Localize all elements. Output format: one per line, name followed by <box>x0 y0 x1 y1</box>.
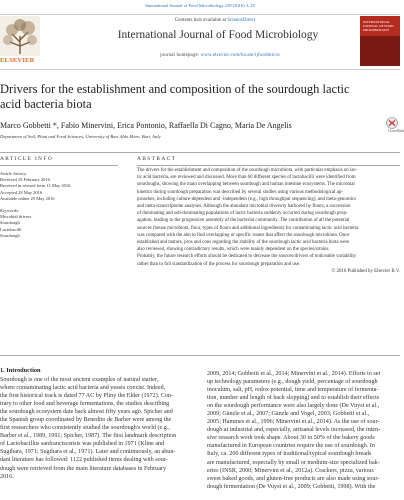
body-line: tion, number and length of back slopping) and to establish their effects <box>207 395 380 402</box>
elsevier-tree-icon <box>0 16 40 56</box>
body-line: dant literature has followed: 1122 published items dealing with sour- <box>0 457 168 464</box>
body-line: dough were retrieved from the main literature databases in February <box>0 465 166 472</box>
divider <box>0 355 400 356</box>
crossmark-label: CrossMark <box>388 129 404 133</box>
body-line: dough at industrial and, especially, artisanal levels increased, the inten- <box>207 427 381 434</box>
history-item: Accepted 28 May 2016 <box>0 189 43 195</box>
divider <box>0 152 400 153</box>
body-line: 2005; Hammes et al., 1996; Minervini et al., 2014). As the use of sour- <box>207 419 380 426</box>
keyword: Microbial drivers <box>0 214 32 220</box>
body-column-left <box>0 376 187 481</box>
homepage-prefix: journal homepage: <box>160 53 201 58</box>
body-line: 2016. <box>0 473 14 480</box>
body-line: of Lactobacillus sanfranciscensis was published in 1971 (Kline and <box>0 441 165 448</box>
body-line: are manufactured, especially by small or medium-size specialized bak- <box>207 459 380 466</box>
body-line: up technology parameters (e.g., dough yield, percentage of sourdough <box>207 379 378 386</box>
body-line: Sugihara, 1971; Sugihara et al., 1971). Later and continuously, an abun- <box>0 449 176 456</box>
body-column-right <box>207 370 400 491</box>
body-line: Barber et al., 1989, 1991; Spicher, 1987). The first landmark description <box>0 433 177 440</box>
journal-cover[interactable] <box>360 16 400 66</box>
keyword: Sourdough <box>0 232 20 238</box>
divider <box>0 165 118 166</box>
body-line: dough fermentation (De Vuyst et al., 2009; Gobbetti, 1998). With the <box>207 483 376 490</box>
introduction-heading: 1. Introduction <box>0 367 41 374</box>
article-info-panel <box>0 171 118 239</box>
body-line: the Spanish group coordinated by Benedito de Barber were among the <box>0 417 172 424</box>
author-list[interactable]: Marco Gobbetti *, Fabio Minervini, Erica Pontonio, Raffaella Di Cagno, Maria De Angelis <box>0 121 292 130</box>
abstract-heading: ABSTRACT <box>137 156 177 162</box>
abstract-line: rather than to full standardization of the process for sourdough preparation and use. <box>137 261 301 267</box>
abstract-body <box>137 167 400 275</box>
abstract-line: kinetics during sourdough preparation was described by several studies using various methodological ap- <box>137 189 343 195</box>
contents-prefix: Contents lists available at <box>174 18 228 23</box>
keyword: Sourdough <box>0 220 20 226</box>
body-line: where contaminating lactic acid bacteria and yeasts coexist. Indeed, <box>0 385 166 392</box>
body-line: manufactured in European countries require the use of sourdough. In <box>207 443 375 450</box>
abstract-line: sources (house microbiota, flour, types of flours and additional ingredients) for contaminating lactic acid bacteria <box>137 225 359 231</box>
cover-title: INTERNATIONAL JOURNAL OF FOOD MICROBIOLOGY <box>363 20 394 32</box>
history-item: Received in revised form 11 May 2016 <box>0 183 71 189</box>
sciencedirect-link[interactable]: ScienceDirect <box>227 18 256 23</box>
crossmark-icon <box>384 117 400 129</box>
article-info-heading: ARTICLE INFO <box>0 156 54 162</box>
abstract-line: agation, leading to the progressive assembly of the bacterial community. The contribution of all the potential <box>137 218 350 224</box>
journal-citation[interactable]: International Journal of Food Microbiology 239 (2016) 3–18 <box>145 3 255 8</box>
history-label: Article history: <box>0 171 28 176</box>
body-line: sive research work took shape. About 30 to 50% of the bakery goods <box>207 435 375 442</box>
body-line: Italy, ca. 200 different types of traditional/typical sourdough breads <box>207 451 372 458</box>
abstract-line: was compared with the aim to find overlapping or specific routes that affect the sourdough microbiota. Once <box>137 232 350 238</box>
body-line: 2009; Gänzle et al., 2007; Gänzle and Vogel, 2003; Gobbetti et al., <box>207 411 370 418</box>
body-line: eries (INSR, 2000; Minervini et al., 2012a). Crackers, pizza, various <box>207 467 374 474</box>
abstract-line: Probably, the future research efforts should be dedicated to decrease the sources/drivers of noticeable variability <box>137 254 357 260</box>
abstract-line: also reviewed, showing contradictory results, which were mainly dependent on the species/strains. <box>137 247 330 253</box>
body-line: first researchers who consistently studied the sourdough's world (e.g., <box>0 425 170 432</box>
abstract-line: and meta-transcriptome analyses. Although the abundant microbial diversity harbored by flours, a succession <box>137 204 351 210</box>
body-line: the first historical track is dated 77 AC by Pliny the Elder (1972). Con- <box>0 393 173 400</box>
article-title-line: Drivers for the establishment and composition of the sourdough lactic <box>0 82 350 96</box>
contents-availability <box>120 18 310 23</box>
body-line: the sourdough ecosystem date back almost fifty years ago. Spicher and <box>0 409 173 416</box>
body-line: sweet baked goods, and gluten-free products are also made using sour- <box>207 475 380 482</box>
cover-image <box>360 36 400 66</box>
abstract-line: sourdoughs, showing the main overlapping between sourdough and human intestine ecosystems. The microbial <box>137 182 355 188</box>
abstract-line: The drivers for the establishment and composition of the sourdough microbiota, with particular emphasis on lac- <box>137 168 358 173</box>
article-title <box>0 82 370 112</box>
keyword: Lactobacilli <box>0 226 22 232</box>
abstract-line: established and mature, pros and cons regarding the stability of the sourdough lactic acid bacteria biota were <box>137 240 350 246</box>
history-item: Available online 25 May 2016 <box>0 195 55 201</box>
publisher-name: ELSEVIER <box>0 57 35 64</box>
body-line: 2009, 2014; Gobbetti et al., 2014; Minervini et al., 2014). Efforts to set <box>207 371 381 377</box>
affiliation: Department of Soil, Plant and Food Sciences, University of Bari Aldo Moro, Bari, Italy <box>0 134 161 139</box>
journal-homepage <box>100 53 340 58</box>
divider <box>137 165 400 166</box>
journal-title: International Journal of Food Microbiology <box>117 29 319 41</box>
keywords-label: Keywords: <box>0 208 20 214</box>
copyright: © 2016 Published by Elsevier B.V. <box>331 268 400 274</box>
abstract-line: tic acid bacteria, are reviewed and discussed. More than 60 different species of lactobacilli were identified from <box>137 175 356 181</box>
article-title-line: acid bacteria biota <box>0 97 92 111</box>
abstract-line: of dominating and sub-dominating populations of lactic bacteria suddenly occurred during sourdough prop- <box>137 211 348 217</box>
crossmark-badge[interactable] <box>384 116 400 128</box>
body-line: trary to other food and beverage fermentations, the studies describing <box>0 401 170 408</box>
body-line: inoculum, salt, pH, redox potential, time and temperature of fermenta- <box>207 387 379 394</box>
abstract-line: proaches, including culture-dependent and -independent (e.g., high throughput sequencing), and meta-genomics <box>137 196 357 202</box>
body-line: on the sourdough performance were also largely done (De Vuyst et al., <box>207 403 380 410</box>
homepage-link[interactable]: www.elsevier.com/locate/ijfoodmicro <box>200 53 280 58</box>
history-item: Received 10 February 2016 <box>0 177 50 183</box>
body-line: Sourdough is one of the most ancient examples of natural starter, <box>0 377 159 383</box>
